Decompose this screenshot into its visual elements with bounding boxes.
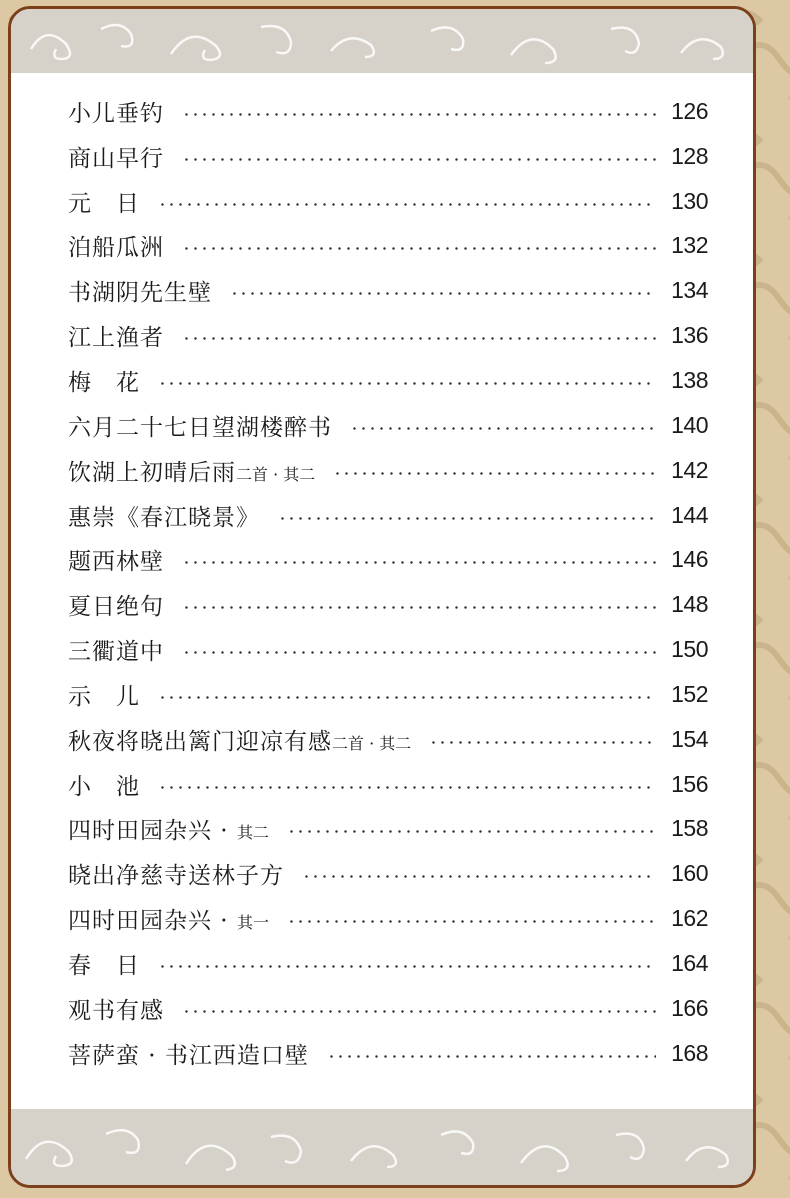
leader-dots — [287, 920, 656, 923]
toc-entry[interactable] — [68, 627, 708, 672]
toc-entry-page-number: 138 — [671, 366, 708, 393]
leader-dots — [182, 113, 656, 116]
toc-entry-page-number: 142 — [671, 456, 708, 483]
toc-entry-page-number: 132 — [671, 232, 708, 259]
toc-entry-page-number: 150 — [671, 636, 708, 663]
toc-entry[interactable] — [68, 89, 708, 134]
decorative-header-band — [11, 9, 753, 73]
toc-entry[interactable] — [68, 986, 708, 1031]
toc-entry-page-number: 158 — [671, 815, 708, 842]
leader-dots — [287, 830, 656, 833]
toc-entry-page-number: 154 — [671, 725, 708, 752]
leader-dots — [327, 1055, 656, 1058]
toc-entry[interactable] — [68, 403, 708, 448]
leader-dots — [182, 158, 656, 161]
toc-entry[interactable] — [68, 672, 708, 717]
leader-dots — [182, 337, 656, 340]
toc-entry-title: 晓出净慈寺送林子方 — [68, 863, 284, 890]
decorative-footer-band — [11, 1109, 753, 1185]
toc-entry[interactable] — [68, 941, 708, 986]
toc-entry-title: 江上渔者 — [68, 325, 164, 352]
leader-dots — [350, 427, 656, 430]
toc-entry[interactable] — [68, 313, 708, 358]
toc-entry-page-number: 144 — [671, 501, 708, 528]
toc-entry[interactable] — [68, 224, 708, 269]
toc-entry[interactable] — [68, 851, 708, 896]
leader-dots — [158, 382, 656, 385]
toc-entry-title: 秋夜将晓出篱门迎凉有感二首 · 其二 — [68, 728, 412, 755]
toc-entry-subtitle: 其二 — [236, 823, 269, 843]
leader-dots — [182, 561, 656, 564]
leader-dots — [158, 965, 656, 968]
toc-entry-title: 四时田园杂兴 · 其二 — [68, 818, 269, 845]
toc-entry-title: 惠崇《春江晓景》 — [68, 504, 260, 531]
toc-entry-title: 四时田园杂兴 · 其一 — [68, 908, 269, 935]
leader-dots — [182, 606, 656, 609]
leader-dots — [182, 1010, 656, 1013]
toc-entry-page-number: 156 — [671, 770, 708, 797]
toc-entry[interactable] — [68, 358, 708, 403]
toc-entry-page-number: 126 — [671, 97, 708, 124]
leader-dots — [302, 875, 656, 878]
toc-entry[interactable] — [68, 179, 708, 224]
toc-entry[interactable] — [68, 268, 708, 313]
toc-entry-title: 商山早行 — [68, 145, 164, 172]
leader-dots — [278, 517, 656, 520]
toc-entry-title: 六月二十七日望湖楼醉书 — [68, 414, 332, 441]
toc-entry-page-number: 140 — [671, 411, 708, 438]
toc-entry-page-number: 128 — [671, 142, 708, 169]
leader-dots — [230, 292, 656, 295]
toc-entry-page-number: 152 — [671, 680, 708, 707]
leader-dots — [158, 786, 656, 789]
toc-entry-title: 观书有感 — [68, 997, 164, 1024]
toc-entry[interactable] — [68, 896, 708, 941]
toc-entry-title: 菩萨蛮 · 书江西造口壁 — [68, 1042, 309, 1069]
toc-entry-subtitle: 其一 — [236, 913, 269, 933]
leader-dots — [182, 247, 656, 250]
scroll-ornament-icon — [11, 1109, 753, 1185]
toc-entry-page-number: 148 — [671, 591, 708, 618]
leader-dots — [158, 203, 656, 206]
toc-entry-page-number: 162 — [671, 905, 708, 932]
toc-entry-page-number: 130 — [671, 187, 708, 214]
toc-entry-page-number: 136 — [671, 322, 708, 349]
toc-entry[interactable] — [68, 807, 708, 852]
toc-entry-subtitle: 二首 · 其二 — [332, 733, 412, 753]
toc-entry[interactable] — [68, 582, 708, 627]
toc-entry-title: 小 池 — [68, 773, 140, 800]
toc-entry[interactable] — [68, 493, 708, 538]
toc-entry-title: 题西林壁 — [68, 549, 164, 576]
toc-entry[interactable] — [68, 717, 708, 762]
toc-entry[interactable] — [68, 537, 708, 582]
leader-dots — [158, 696, 656, 699]
leader-dots — [429, 741, 656, 744]
leader-dots — [182, 651, 656, 654]
toc-entry-title: 元 日 — [68, 190, 140, 217]
toc-entry-page-number: 168 — [671, 1039, 708, 1066]
toc-entry-title: 春 日 — [68, 952, 140, 979]
scroll-ornament-icon — [11, 9, 753, 73]
table-of-contents — [68, 89, 708, 1076]
toc-entry[interactable] — [68, 762, 708, 807]
toc-entry-title: 示 儿 — [68, 683, 140, 710]
toc-entry-title: 泊船瓜洲 — [68, 235, 164, 262]
toc-entry-title: 夏日绝句 — [68, 594, 164, 621]
toc-entry[interactable] — [68, 134, 708, 179]
toc-entry[interactable] — [68, 1031, 708, 1076]
toc-entry-title: 饮湖上初晴后雨二首 · 其二 — [68, 459, 316, 486]
toc-entry-page-number: 146 — [671, 546, 708, 573]
toc-entry-title: 三衢道中 — [68, 639, 164, 666]
toc-entry-page-number: 160 — [671, 860, 708, 887]
toc-entry-subtitle: 二首 · 其二 — [236, 464, 316, 484]
toc-entry-title: 书湖阴先生壁 — [68, 280, 212, 307]
toc-entry-page-number: 134 — [671, 277, 708, 304]
toc-entry-title: 梅 花 — [68, 369, 140, 396]
toc-entry-page-number: 164 — [671, 949, 708, 976]
toc-entry[interactable] — [68, 448, 708, 493]
toc-entry-title: 小儿垂钓 — [68, 100, 164, 127]
toc-entry-page-number: 166 — [671, 994, 708, 1021]
leader-dots — [333, 472, 656, 475]
